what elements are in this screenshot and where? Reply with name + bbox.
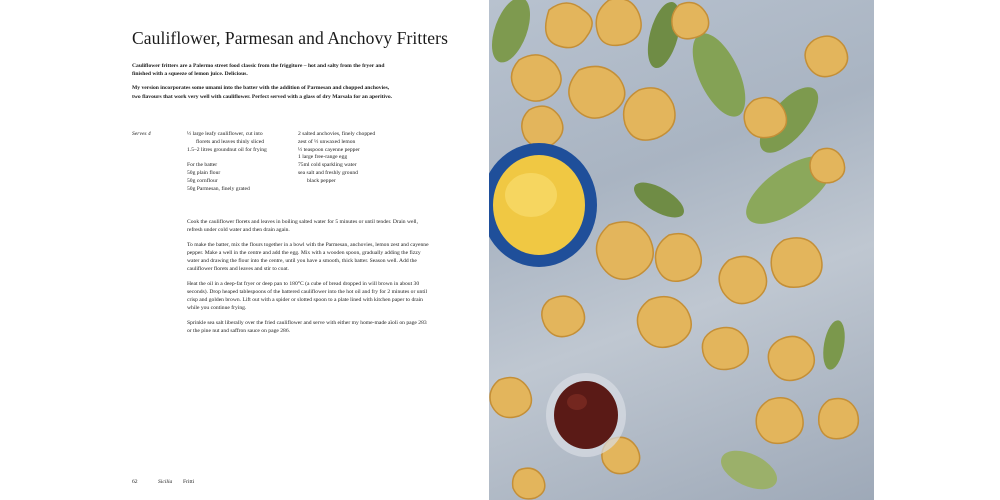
aioli-bowl: [489, 143, 597, 267]
method-step: Heat the oil in a deep-fat fryer or deep pan to 180°C (a cube of bread dropped in will brown in about 30 seconds). Drop heaped tablespoons of the battered cauliflower into the hot oil and fry for 2 minutes or until crisp and golden brown. Lift out with a spider or slotted spoon to a plate lined with kitchen paper to drain while you continue frying.: [187, 281, 428, 311]
serves-label: Serves 4: [132, 131, 151, 137]
ingredient: florets and leaves thinly sliced: [196, 138, 265, 145]
method: [187, 218, 431, 342]
ingredient: ½ large leafy cauliflower, cut into: [187, 131, 263, 137]
section-title: Fritti: [183, 479, 195, 485]
intro-paragraph: My version incorporates some umami into the batter with the addition of Parmesan and chopped anchovies, two flavours that work very well with cauliflower. Perfect served with a glass of dry Marsala for an aperitivo.: [132, 85, 393, 100]
book-title: Sicilia: [158, 479, 173, 485]
fritters-photo: [489, 0, 874, 500]
ingredient: 75ml cold sparkling water: [298, 162, 357, 169]
recipe-intro: [132, 62, 394, 107]
ingredients-column-1: [187, 131, 287, 193]
ingredient-spacer: [187, 154, 287, 162]
ingredient: 50g Parmesan, finely grated: [187, 185, 250, 192]
page-number: 62: [132, 479, 138, 485]
ingredient: ½ teaspoon cayenne pepper: [298, 146, 360, 153]
recipe-title: Cauliflower, Parmesan and Anchovy Fritters: [132, 28, 449, 48]
method-step: To make the batter, mix the flours together in a bowl with the Parmesan, anchovies, lemon zest and cayenne pepper. Make a well in the centre and add the egg. Mix with a wooden spoon, gradually adding the fizzy water and drawing the flour into the centre, until you have a smooth, thick batter. Season well. Add the cauliflower florets and leaves and stir to coat.: [187, 242, 429, 272]
intro-paragraph: Cauliflower fritters are a Palermo street food classic from the friggitore – hot and salty from the fryer and finished with a squeeze of lemon juice. Delicious.: [132, 63, 385, 78]
ingredient: zest of ½ unwaxed lemon: [298, 138, 356, 145]
wine-glass: [546, 373, 626, 457]
ingredient: sea salt and freshly ground: [298, 169, 358, 176]
recipe-page: [0, 0, 488, 500]
method-step: Sprinkle sea salt liberally over the fried cauliflower and serve with either my home-made aïoli on page 283 or the pine nut and saffron sauce on page 286.: [187, 320, 427, 334]
fritters-photo-illustration: [489, 0, 874, 500]
ingredient: black pepper: [307, 177, 336, 184]
ingredient: 2 salted anchovies, finely chopped: [298, 131, 376, 137]
ingredients-column-2: [298, 131, 398, 186]
ingredient: 50g cornflour: [187, 177, 218, 184]
ingredient: 50g plain flour: [187, 169, 221, 176]
method-step: Cook the cauliflower florets and leaves in boiling salted water for 5 minutes or until tender. Drain well, refresh under cold water and then drain again.: [187, 219, 418, 233]
ingredient: 1.5–2 litres groundnut oil for frying: [187, 146, 267, 153]
ingredient-subheading: For the batter: [187, 162, 218, 169]
ingredient: 1 large free-range egg: [298, 154, 348, 161]
